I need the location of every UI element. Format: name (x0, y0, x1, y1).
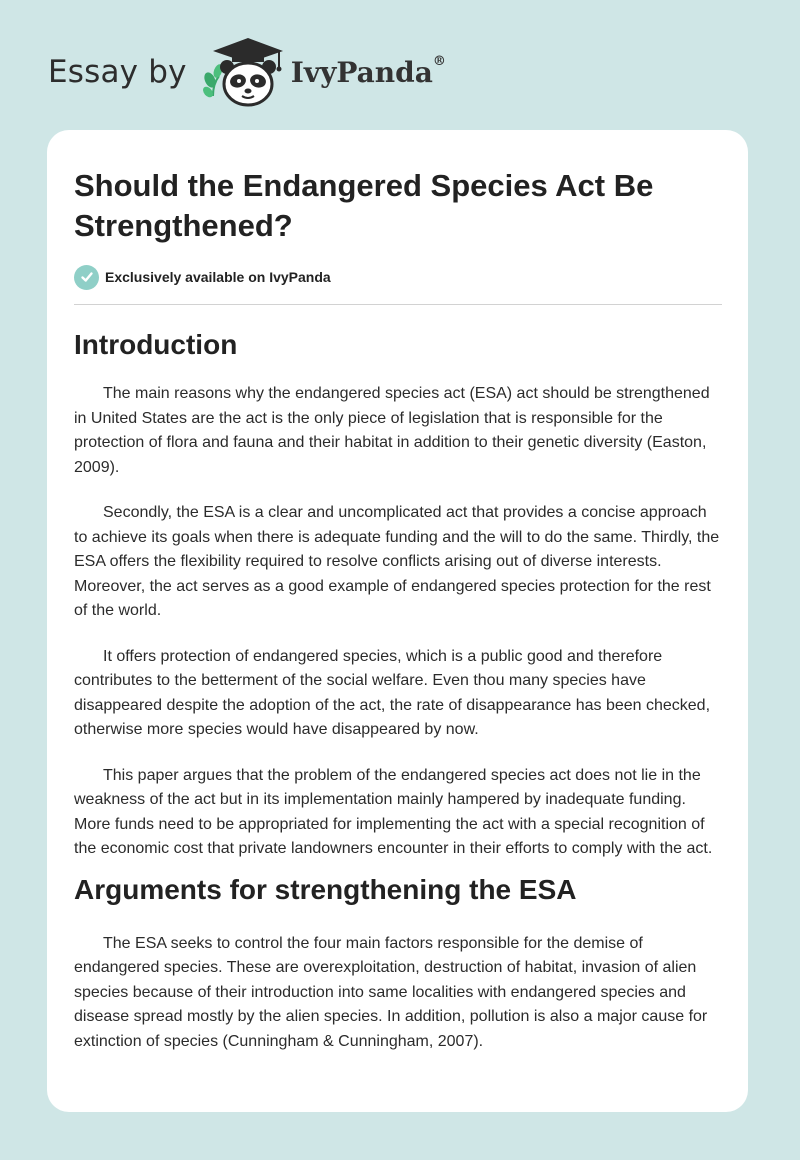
site-header (48, 34, 446, 110)
brand-name-text: IvyPanda (290, 55, 433, 89)
essay-title: Should the Endangered Species Act Be Strengthened? (74, 168, 654, 243)
exclusive-badge (74, 264, 722, 290)
intro-paragraph-2: Secondly, the ESA is a clear and uncomplicated act that provides a concise approach to achieve its goals when there is adequate funding and the will to do the same. Thirdly, the ESA offers the flexibility required to resolve conflicts arising out of diverse interests. Moreover, the act serves as a good example of endangered species protection for the rest of the world. (74, 504, 720, 619)
check-mark-icon (80, 270, 94, 284)
section-heading-arguments: Arguments for strengthening the ESA (74, 873, 577, 905)
essay-by-label: Essay by (48, 54, 187, 90)
section-heading-introduction: Introduction (74, 329, 238, 360)
check-circle-icon (74, 265, 99, 290)
registered-mark: ® (432, 53, 446, 69)
exclusive-badge-text: Exclusively available on IvyPanda (105, 269, 331, 285)
panda-graduate-logo-icon[interactable] (199, 34, 289, 110)
essay-card (47, 130, 748, 1112)
arguments-paragraph-1: The ESA seeks to control the four main factors responsible for the demise of endangered species. These are overexploitation, destruction of habitat, invasion of alien species because of their introduction into same localities with endangered species and disease spread mostly by the alien species. In addition, pollution is also a major cause for extinction of species (Cunningham & Cunningham, 2007). (74, 934, 708, 1050)
brand-name[interactable] (290, 53, 446, 89)
title-divider (74, 304, 722, 305)
intro-paragraph-3: It offers protection of endangered species, which is a public good and therefore contributes to the betterment of the social welfare. Even thou many species have disappeared despite the adoption of the act, the rate of disappearance has been checked, otherwise more species would have disappeared by now. (74, 647, 711, 738)
intro-paragraph-1: The main reasons why the endangered species act (ESA) act should be strengthened in United States are the act is the only piece of legislation that is responsible for the protection of flora and fauna and their habitat in addition to their genetic diversity (Easton, 2009). (74, 385, 710, 476)
intro-paragraph-4: This paper argues that the problem of the endangered species act does not lie in the weakness of the act but in its implementation mainly hampered by inadequate funding. More funds need to be appropriated for implementing the act with a special recognition of the economic cost that private landowners encounter in their efforts to comply with the act. (74, 766, 713, 857)
